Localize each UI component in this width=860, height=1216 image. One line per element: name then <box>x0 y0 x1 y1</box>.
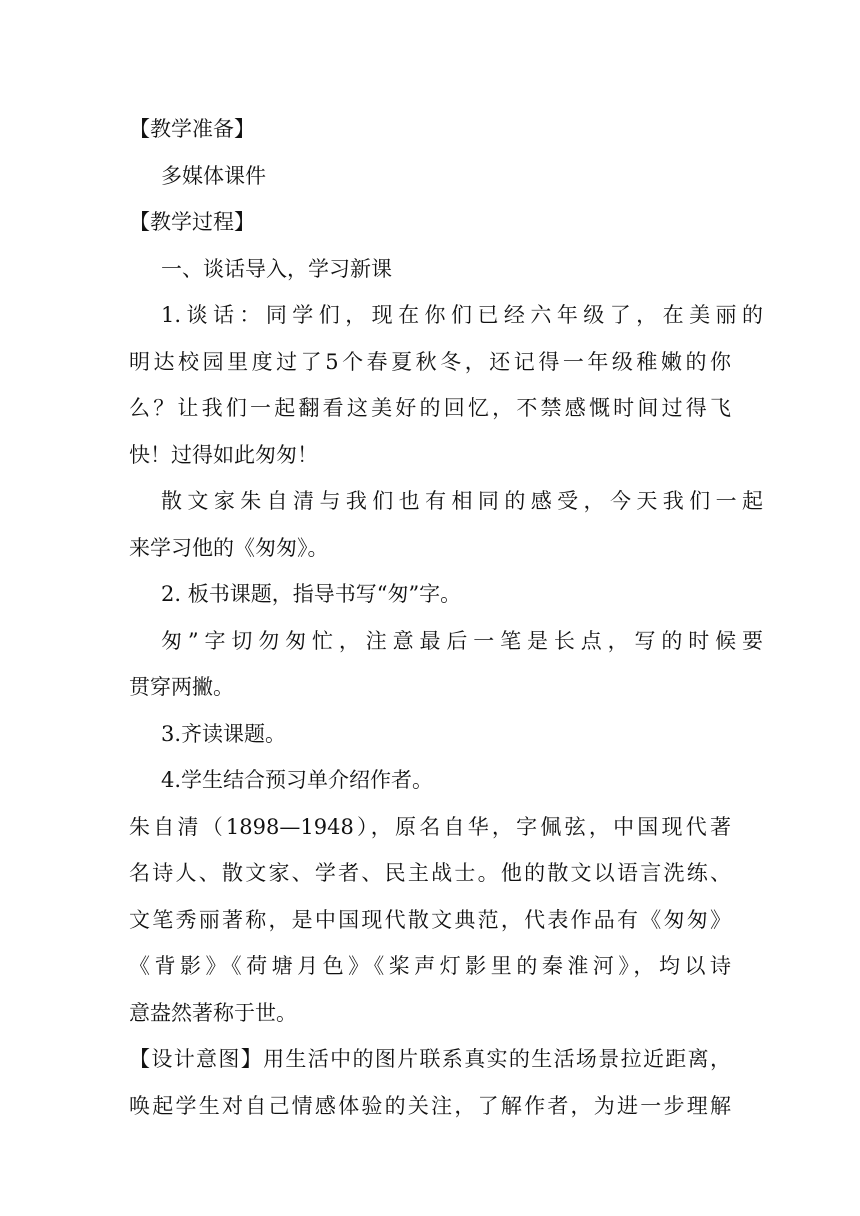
author-bio-line: 意盎然著称于世。 <box>129 1000 297 1025</box>
paragraph-line: 1.谈话：同学们，现在你们已经六年级了，在美丽的 <box>161 303 763 327</box>
teaching-prep-heading: 【教学准备】 <box>129 117 255 141</box>
paragraph-line: 来学习他的《匆匆》。 <box>129 535 329 560</box>
paragraph-line: 么？让我们一起翻看这美好的回忆，不禁感慨时间过得飞 <box>129 396 731 420</box>
design-intent-line: 【设计意图】用生活中的图片联系真实的生活场景拉近距离， <box>129 1047 731 1071</box>
author-bio-line: 朱自清（1898—1948），原名自华，字佩弦，中国现代著 <box>129 814 731 839</box>
document-body <box>129 106 763 1129</box>
paragraph-line: 贯穿两撇。 <box>129 675 234 699</box>
paragraph-line: 散文家朱自清与我们也有相同的感受，今天我们一起 <box>161 489 763 513</box>
step-line: 2. 板书课题，指导书写“匆”字。 <box>161 582 462 606</box>
paragraph-line: 匆”字切勿匆忙，注意最后一笔是长点，写的时候要 <box>161 628 763 653</box>
author-bio-line: 名诗人、散文家、学者、民主战士。他的散文以语言洗练、 <box>129 861 731 885</box>
section-title: 一、谈话导入，学习新课 <box>161 256 392 281</box>
design-intent-line: 唤起学生对自己情感体验的关注，了解作者，为进一步理解 <box>129 1093 731 1118</box>
teaching-process-heading: 【教学过程】 <box>129 210 255 234</box>
author-bio-line: 《背影》《荷塘月色》《桨声灯影里的秦淮河》，均以诗 <box>129 954 731 978</box>
author-bio-line: 文笔秀丽著称，是中国现代散文典范，代表作品有《匆匆》 <box>129 907 731 932</box>
teaching-prep-content: 多媒体课件 <box>161 163 266 188</box>
step-line: 3.齐读课题。 <box>161 721 287 746</box>
paragraph-line: 快！过得如此匆匆！ <box>129 442 318 467</box>
paragraph-line: 明达校园里度过了5个春夏秋冬，还记得一年级稚嫩的你 <box>129 349 731 374</box>
step-line: 4.学生结合预习单介绍作者。 <box>161 768 434 792</box>
